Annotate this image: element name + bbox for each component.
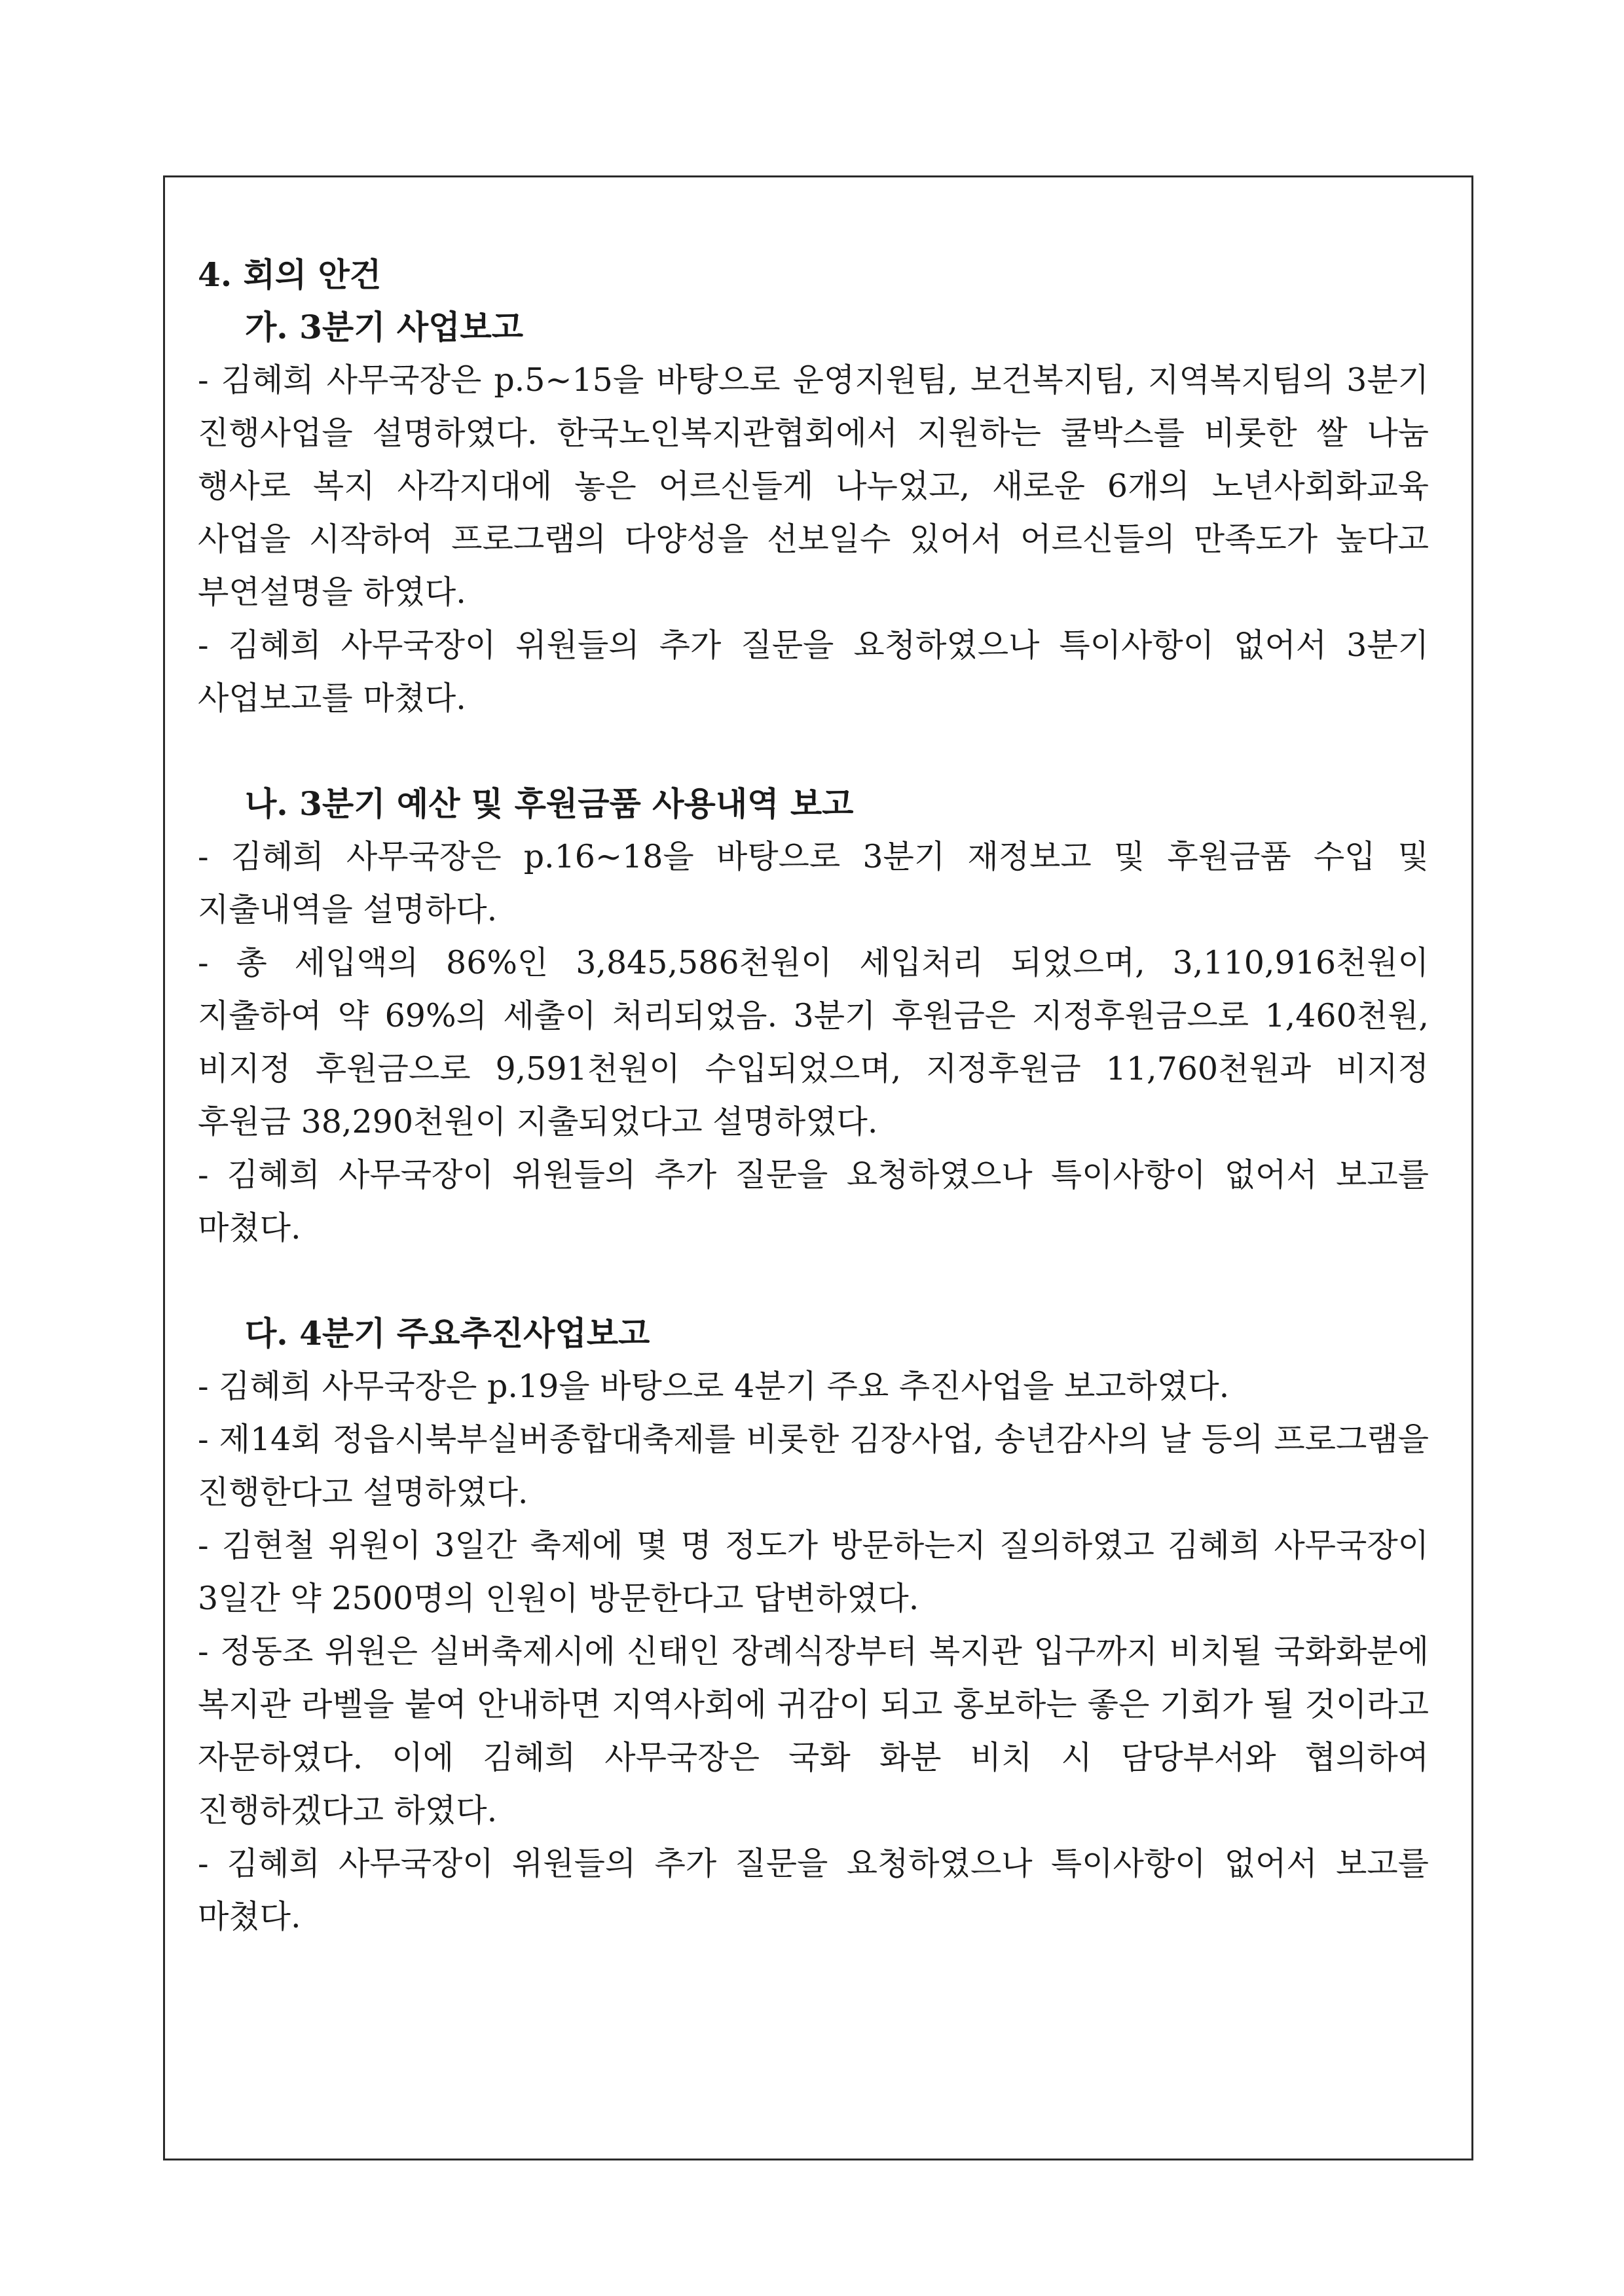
item-ga-paragraph-1: - 김혜희 사무국장은 p.5~15을 바탕으로 운영지원팀, 보건복지팀, 지역복지팀의 3분기 진행사업을 설명하였다. 한국노인복지관협회에서 지원하는 쿨박스를 비롯한 쌀 나눔 행사로 복지 사각지대에 놓은 어르신들게 나누었고, 새로운 6개의 노년사회화교육 사업을 시작하여 프로그램의 다양성을 선보일수 있어서 어르신들의 만족도가 높다고 부연설명을 하였다. bbox=[198, 361, 1429, 611]
item-ga-paragraph-2: - 김혜희 사무국장이 위원들의 추가 질문을 요청하였으나 특이사항이 없어서 3분기 사업보고를 마쳤다. bbox=[198, 627, 1429, 717]
item-da-paragraph-1: - 김혜희 사무국장은 p.19을 바탕으로 4분기 주요 추진사업을 보고하였다. bbox=[198, 1368, 1230, 1405]
item-da-paragraph-4: - 정동조 위원은 실버축제시에 신태인 장례식장부터 복지관 입구까지 비치될 국화화분에 복지관 라벨을 붙여 안내하면 지역사회에 귀감이 되고 홍보하는 좋은 기회가 될 것이라고 자문하였다. 이에 김혜희 사무국장은 국화 화분 비치 시 담당부서와 협의하여 진행하겠다고 하였다. bbox=[198, 1633, 1429, 1829]
document-body bbox=[198, 249, 1429, 1943]
spacer bbox=[198, 1254, 1429, 1307]
item-na-paragraph-2: - 총 세입액의 86%인 3,845,586천원이 세입처리 되었으며, 3,110,916천원이 지출하여 약 69%의 세출이 처리되었음. 3분기 후원금은 지정후원금으로 1,460천원, 비지정 후원금으로 9,591천원이 수입되었으며, 지정후원금 11,760천원과 비지정 후원금 38,290천원이 지출되었다고 설명하였다. bbox=[198, 944, 1429, 1140]
item-da-paragraph-5: - 김혜희 사무국장이 위원들의 추가 질문을 요청하였으나 특이사항이 없어서 보고를 마쳤다. bbox=[198, 1845, 1429, 1935]
section-title: 4. 회의 안건 bbox=[198, 255, 382, 294]
item-da-paragraph-2: - 제14회 정읍시북부실버종합대축제를 비롯한 김장사업, 송년감사의 날 등의 프로그램을 진행한다고 설명하였다. bbox=[198, 1421, 1429, 1511]
spacer bbox=[198, 725, 1429, 778]
item-da-paragraph-3: - 김현철 위원이 3일간 축제에 몇 명 정도가 방문하는지 질의하였고 김혜희 사무국장이 3일간 약 2500명의 인원이 방문한다고 답변하였다. bbox=[198, 1527, 1429, 1617]
item-title-na: 나. 3분기 예산 및 후원금품 사용내역 보고 bbox=[245, 784, 854, 823]
item-title-ga: 가. 3분기 사업보고 bbox=[245, 308, 524, 346]
item-title-da: 다. 4분기 주요추진사업보고 bbox=[245, 1314, 650, 1353]
item-na-paragraph-1: - 김혜희 사무국장은 p.16~18을 바탕으로 3분기 재정보고 및 후원금품 수입 및 지출내역을 설명하다. bbox=[198, 838, 1429, 928]
item-na-paragraph-3: - 김혜희 사무국장이 위원들의 추가 질문을 요청하였으나 특이사항이 없어서 보고를 마쳤다. bbox=[198, 1156, 1429, 1247]
